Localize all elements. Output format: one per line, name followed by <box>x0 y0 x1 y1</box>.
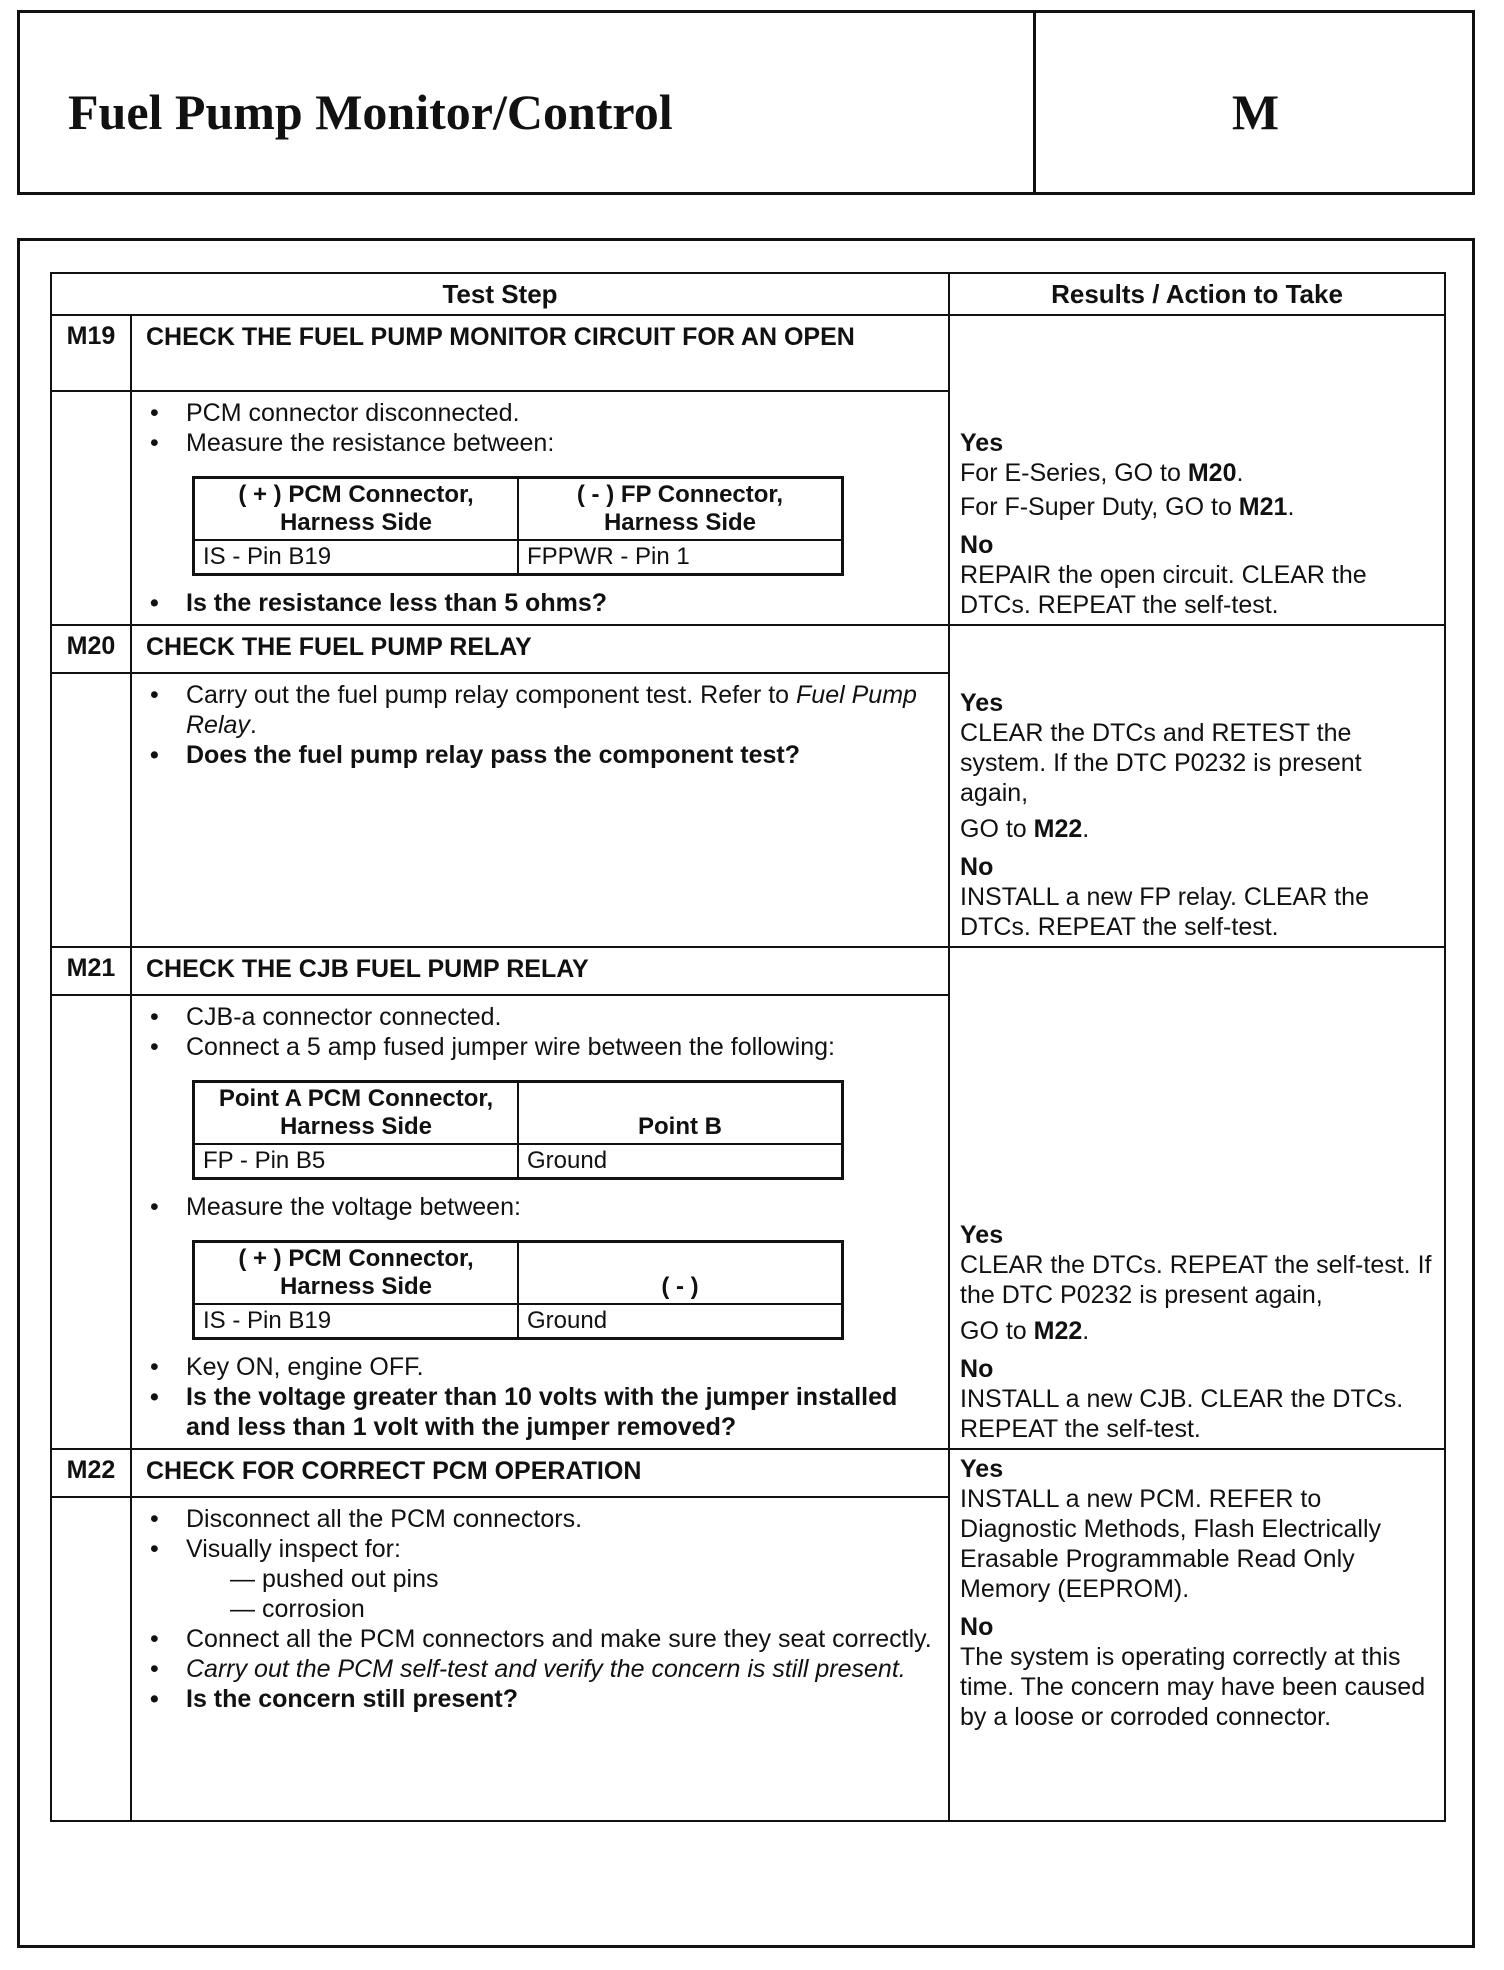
section-code: M <box>1231 84 1280 140</box>
no-label: No <box>960 1355 994 1383</box>
step-id-spacer <box>51 1497 131 1821</box>
step-id: M22 <box>51 1449 131 1497</box>
goto-end: . <box>1082 815 1090 843</box>
pin-table-header: ( - ) FP Connector, Harness Side <box>518 478 843 541</box>
no-text: INSTALL a new FP relay. CLEAR the DTCs. REPEAT the self-test. <box>960 883 1369 941</box>
page-title: Fuel Pump Monitor/Control <box>68 84 673 140</box>
step-bullet: • Measure the voltage between: <box>142 1192 938 1222</box>
header-results: Results / Action to Take <box>949 273 1445 315</box>
no-text: REPAIR the open circuit. CLEAR the DTCs. REPEAT the self-test. <box>960 561 1367 619</box>
step-title: CHECK THE CJB FUEL PUMP RELAY <box>131 947 949 995</box>
yes-text: For E-Series, GO to <box>960 459 1181 487</box>
step-bullet <box>142 680 938 740</box>
step-question: • Is the resistance less than 5 ohms? <box>142 588 938 618</box>
step-id-spacer <box>51 391 131 625</box>
pin-table-cell: IS - Pin B19 <box>194 540 519 575</box>
voltage-table-header: ( + ) PCM Connector, Harness Side <box>194 1242 519 1305</box>
goto-text: GO to <box>960 815 1027 843</box>
yes-label: Yes <box>960 1221 1004 1249</box>
goto-ref: M21 <box>1238 493 1288 521</box>
yes-label: Yes <box>960 1455 1004 1483</box>
step-id-spacer <box>51 995 131 1449</box>
goto-ref: M22 <box>1033 815 1083 843</box>
step-result <box>949 625 1445 947</box>
bullet-italic-text: Carry out the PCM self-test and verify the concern is still present. <box>186 1655 906 1683</box>
reference-link-text: Fuel Pump Relay <box>186 681 917 739</box>
step-bullet: • Key ON, engine OFF. <box>142 1352 938 1382</box>
step-title: CHECK THE FUEL PUMP MONITOR CIRCUIT FOR AN OPEN <box>131 315 949 391</box>
step-title-row <box>51 1449 1445 1497</box>
jumper-table-header: Point B <box>518 1082 843 1145</box>
goto-end: . <box>1082 1317 1090 1345</box>
step-title-row <box>51 625 1445 673</box>
goto-text: GO to <box>960 1317 1027 1345</box>
step-bullet: • Disconnect all the PCM connectors. <box>142 1504 938 1534</box>
step-question: • Is the concern still present? <box>142 1684 938 1714</box>
inspect-item: — pushed out pins <box>230 1565 439 1593</box>
yes-text: CLEAR the DTCs and RETEST the system. If the DTC P0232 is present again, <box>960 719 1362 807</box>
no-text: The system is operating correctly at this time. The concern may have been caused by a loose or corroded connector. <box>960 1643 1426 1731</box>
step-body <box>131 673 949 947</box>
step-bullet: • Connect all the PCM connectors and make sure they seat correctly. <box>142 1624 938 1654</box>
step-question: • Is the voltage greater than 10 volts with the jumper installed and less than 1 volt with the jumper removed? <box>142 1382 938 1442</box>
table-header-row <box>51 273 1445 315</box>
step-title-row <box>51 947 1445 995</box>
step-bullet <box>142 1654 938 1684</box>
step-id: M21 <box>51 947 131 995</box>
pin-table <box>192 476 844 576</box>
yes-end: . <box>1287 493 1295 521</box>
step-bullet: • Measure the resistance between: <box>142 428 938 458</box>
step-result <box>949 947 1445 1449</box>
step-bullet: • Visually inspect for: <box>142 1534 938 1564</box>
voltage-table-cell: IS - Pin B19 <box>194 1304 519 1339</box>
step-question: • Does the fuel pump relay pass the component test? <box>142 740 938 770</box>
bullet-text: Carry out the fuel pump relay component test. Refer to <box>186 681 790 709</box>
yes-line <box>960 814 1436 844</box>
step-result <box>949 315 1445 625</box>
step-body <box>131 391 949 625</box>
jumper-table <box>192 1080 844 1180</box>
goto-ref: M20 <box>1187 459 1237 487</box>
goto-ref: M22 <box>1033 1317 1083 1345</box>
step-bullet: • PCM connector disconnected. <box>142 398 938 428</box>
yes-text: For F-Super Duty, GO to <box>960 493 1232 521</box>
step-body <box>131 995 949 1449</box>
step-body <box>131 1497 949 1821</box>
jumper-table-cell: Ground <box>518 1144 843 1179</box>
step-id-spacer <box>51 673 131 947</box>
yes-line <box>960 492 1436 522</box>
no-label: No <box>960 531 994 559</box>
page-header <box>17 10 1475 195</box>
test-step-table <box>50 272 1446 1822</box>
step-bullet: • CJB-a connector connected. <box>142 1002 938 1032</box>
pin-table-header: ( + ) PCM Connector, Harness Side <box>194 478 519 541</box>
step-title: CHECK THE FUEL PUMP RELAY <box>131 625 949 673</box>
voltage-table-header: ( - ) <box>518 1242 843 1305</box>
yes-end: . <box>1236 459 1244 487</box>
no-label: No <box>960 853 994 881</box>
yes-text: INSTALL a new PCM. REFER to Diagnostic Methods, Flash Electrically Erasable Programmable Read Only Memory (EEPROM). <box>960 1485 1382 1603</box>
inspect-list <box>142 1564 938 1624</box>
yes-label: Yes <box>960 429 1004 457</box>
header-test-step: Test Step <box>51 273 949 315</box>
bullet-end: . <box>249 711 257 739</box>
jumper-table-header: Point A PCM Connector, Harness Side <box>194 1082 519 1145</box>
yes-text: CLEAR the DTCs. REPEAT the self-test. If the DTC P0232 is present again, <box>960 1251 1432 1309</box>
inspect-item: — corrosion <box>230 1595 365 1623</box>
step-id: M19 <box>51 315 131 391</box>
step-title: CHECK FOR CORRECT PCM OPERATION <box>131 1449 949 1497</box>
step-bullet: • Connect a 5 amp fused jumper wire between the following: <box>142 1032 938 1062</box>
jumper-table-cell: FP - Pin B5 <box>194 1144 519 1179</box>
yes-label: Yes <box>960 689 1004 717</box>
voltage-table <box>192 1240 844 1340</box>
no-text: INSTALL a new CJB. CLEAR the DTCs. REPEAT the self-test. <box>960 1385 1404 1443</box>
pin-table-cell: FPPWR - Pin 1 <box>518 540 843 575</box>
yes-line <box>960 1316 1436 1346</box>
step-title-row <box>51 315 1445 391</box>
no-label: No <box>960 1613 994 1641</box>
step-result <box>949 1449 1445 1821</box>
yes-line <box>960 458 1436 488</box>
voltage-table-cell: Ground <box>518 1304 843 1339</box>
step-id: M20 <box>51 625 131 673</box>
